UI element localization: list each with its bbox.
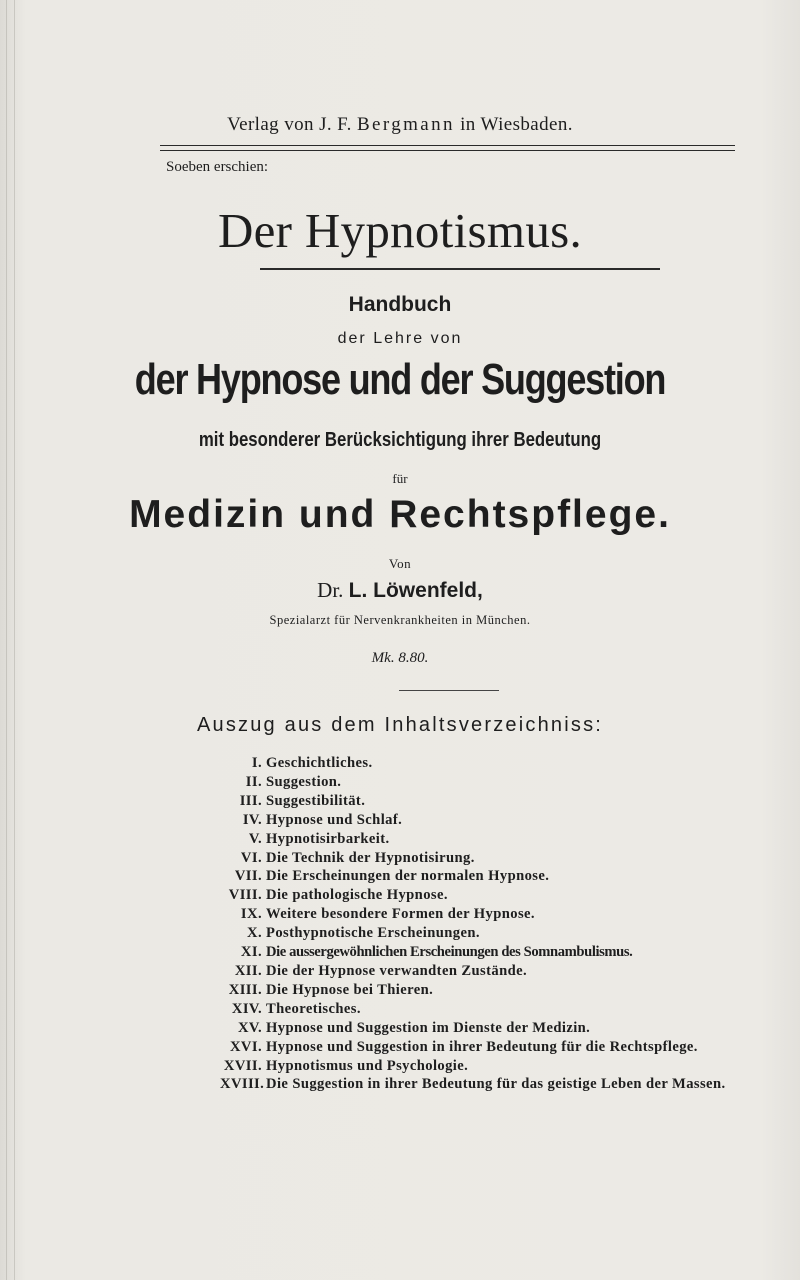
toc-item-number: VI. (240, 849, 262, 866)
toc-item-text: Posthypnotische Erscheinungen. (266, 925, 480, 942)
toc-item (0, 849, 800, 868)
subtitle-field: Medizin und Rechtspflege. (129, 493, 671, 536)
toc-item (0, 943, 800, 962)
toc-item-number: XIII. (228, 981, 262, 998)
author-specialty: Spezialarzt für Nervenkrankheiten in München. (269, 613, 531, 627)
toc-item (0, 1075, 800, 1094)
toc-item-text: Hypnotismus und Psychologie. (266, 1057, 469, 1074)
double-rule-divider (160, 145, 735, 151)
publisher-prefix: Verlag von J. F. (227, 114, 352, 135)
subtitle-fuer: für (392, 471, 408, 486)
toc-item (0, 792, 800, 811)
toc-item (0, 905, 800, 924)
toc-item-number: VIII. (228, 887, 262, 904)
toc-item-number: IX. (240, 906, 262, 923)
toc-item-number: XVII. (223, 1057, 262, 1074)
author-line (0, 578, 800, 603)
toc-item-number: X. (247, 925, 262, 942)
subtitle-subline: mit besonderer Berücksichtigung ihrer Bedeutung (198, 429, 602, 451)
subtitle-lehre: der Lehre von (337, 330, 463, 347)
toc-item-text: Die der Hypnose verwandten Zustände. (266, 962, 528, 979)
toc-item-text: Hypnose und Suggestion in ihrer Bedeutung für die Rechtspflege. (266, 1038, 698, 1055)
toc-item-number: XV. (237, 1019, 262, 1036)
toc-list (0, 754, 800, 1094)
announcement-text: Soeben erschien: (166, 159, 269, 175)
short-rule-divider (399, 690, 499, 691)
toc-item-number: XVIII. (220, 1076, 265, 1093)
toc-item-text: Die Erscheinungen der normalen Hypnose. (266, 868, 550, 885)
toc-item-text: Geschichtliches. (266, 755, 373, 771)
toc-item-number: V. (248, 830, 262, 847)
subtitle-headline: der Hypnose und der Suggestion (134, 355, 666, 404)
toc-item-text: Hypnose und Suggestion im Dienste der Medizin. (266, 1019, 591, 1036)
toc-item (0, 830, 800, 849)
toc-item-text: Die Suggestion in ihrer Bedeutung für das geistige Leben der Massen. (266, 1076, 726, 1093)
toc-item (0, 962, 800, 981)
toc-item-text: Die pathologische Hypnose. (266, 887, 448, 904)
publisher-name: Bergmann (356, 114, 455, 135)
toc-item-text: Hypnotisirbarkeit. (266, 830, 390, 847)
toc-item-number: VII. (234, 868, 262, 885)
toc-item-number: XVI. (229, 1038, 262, 1055)
toc-item-number: IV. (242, 811, 262, 828)
toc-item-number: XIV. (231, 1000, 262, 1017)
toc-item-text: Suggestion. (266, 773, 342, 790)
toc-item (0, 1057, 800, 1076)
toc-item (0, 924, 800, 943)
toc-item-text: Die aussergewöhnlichen Erscheinungen des Somnambulismus. (266, 944, 633, 961)
author-von: Von (388, 556, 412, 571)
toc-item (0, 773, 800, 792)
toc-item-number: II. (245, 773, 262, 790)
toc-item-text: Theoretisches. (266, 1000, 361, 1017)
toc-item-number: XII. (234, 962, 262, 979)
toc-item-number: I. (251, 755, 262, 771)
publisher-line (0, 114, 800, 136)
toc-item-text: Die Hypnose bei Thieren. (266, 981, 434, 998)
toc-heading: Auszug aus dem Inhaltsverzeichniss: (196, 714, 604, 736)
toc-item (0, 1038, 800, 1057)
toc-item (0, 811, 800, 830)
subtitle-handbuch: Handbuch (348, 293, 452, 316)
toc-item-number: XI. (240, 944, 262, 961)
book-title: Der Hypnotismus. (217, 203, 583, 258)
toc-item (0, 754, 800, 773)
toc-item (0, 886, 800, 905)
toc-item-text: Suggestibilität. (266, 792, 366, 809)
title-underline (260, 268, 660, 270)
author-name: L. Löwenfeld, (348, 579, 483, 602)
price: Mk. 8.80. (371, 650, 429, 666)
toc-item (0, 867, 800, 886)
toc-item-number: III. (239, 792, 262, 809)
toc-item (0, 1000, 800, 1019)
toc-item (0, 1019, 800, 1038)
toc-item-text: Weitere besondere Formen der Hypnose. (266, 906, 535, 923)
toc-item-text: Hypnose und Schlaf. (266, 811, 403, 828)
author-prefix: Dr. (317, 578, 344, 602)
toc-item (0, 981, 800, 1000)
publisher-suffix: in Wiesbaden. (460, 114, 573, 135)
toc-item-text: Die Technik der Hypnotisirung. (266, 849, 475, 866)
